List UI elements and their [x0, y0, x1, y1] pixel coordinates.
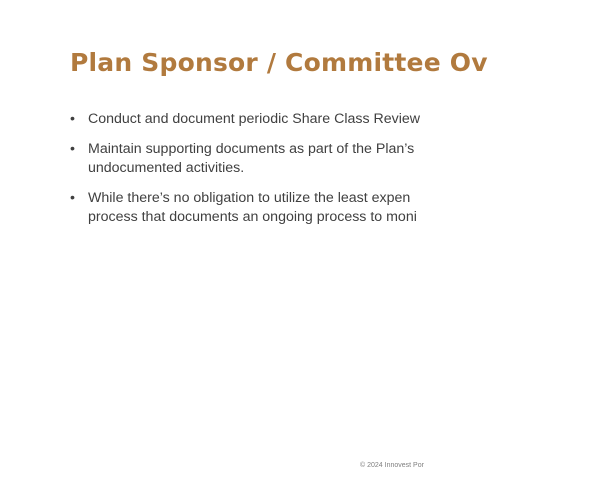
bullet-list [70, 110, 590, 238]
bullet-item [70, 189, 590, 227]
bullet-dot-icon: • [70, 111, 75, 127]
copyright-footer: © 2024 Innovest Por [360, 462, 424, 469]
bullet-text: Maintain supporting documents as part of the Plan’s [88, 141, 415, 157]
bullet-text: Conduct and document periodic Share Class Review [88, 111, 421, 127]
slide-title: Plan Sponsor / Committee Ov [70, 48, 488, 77]
bullet-text: While there’s no obligation to utilize the least expen [88, 190, 411, 206]
bullet-item [70, 110, 590, 129]
bullet-text-continued: process that documents an ongoing process to moni [88, 209, 417, 225]
bullet-dot-icon: • [70, 190, 75, 206]
bullet-dot-icon: • [70, 141, 75, 157]
bullet-text-continued: undocumented activities. [88, 160, 245, 176]
bullet-item [70, 140, 590, 178]
